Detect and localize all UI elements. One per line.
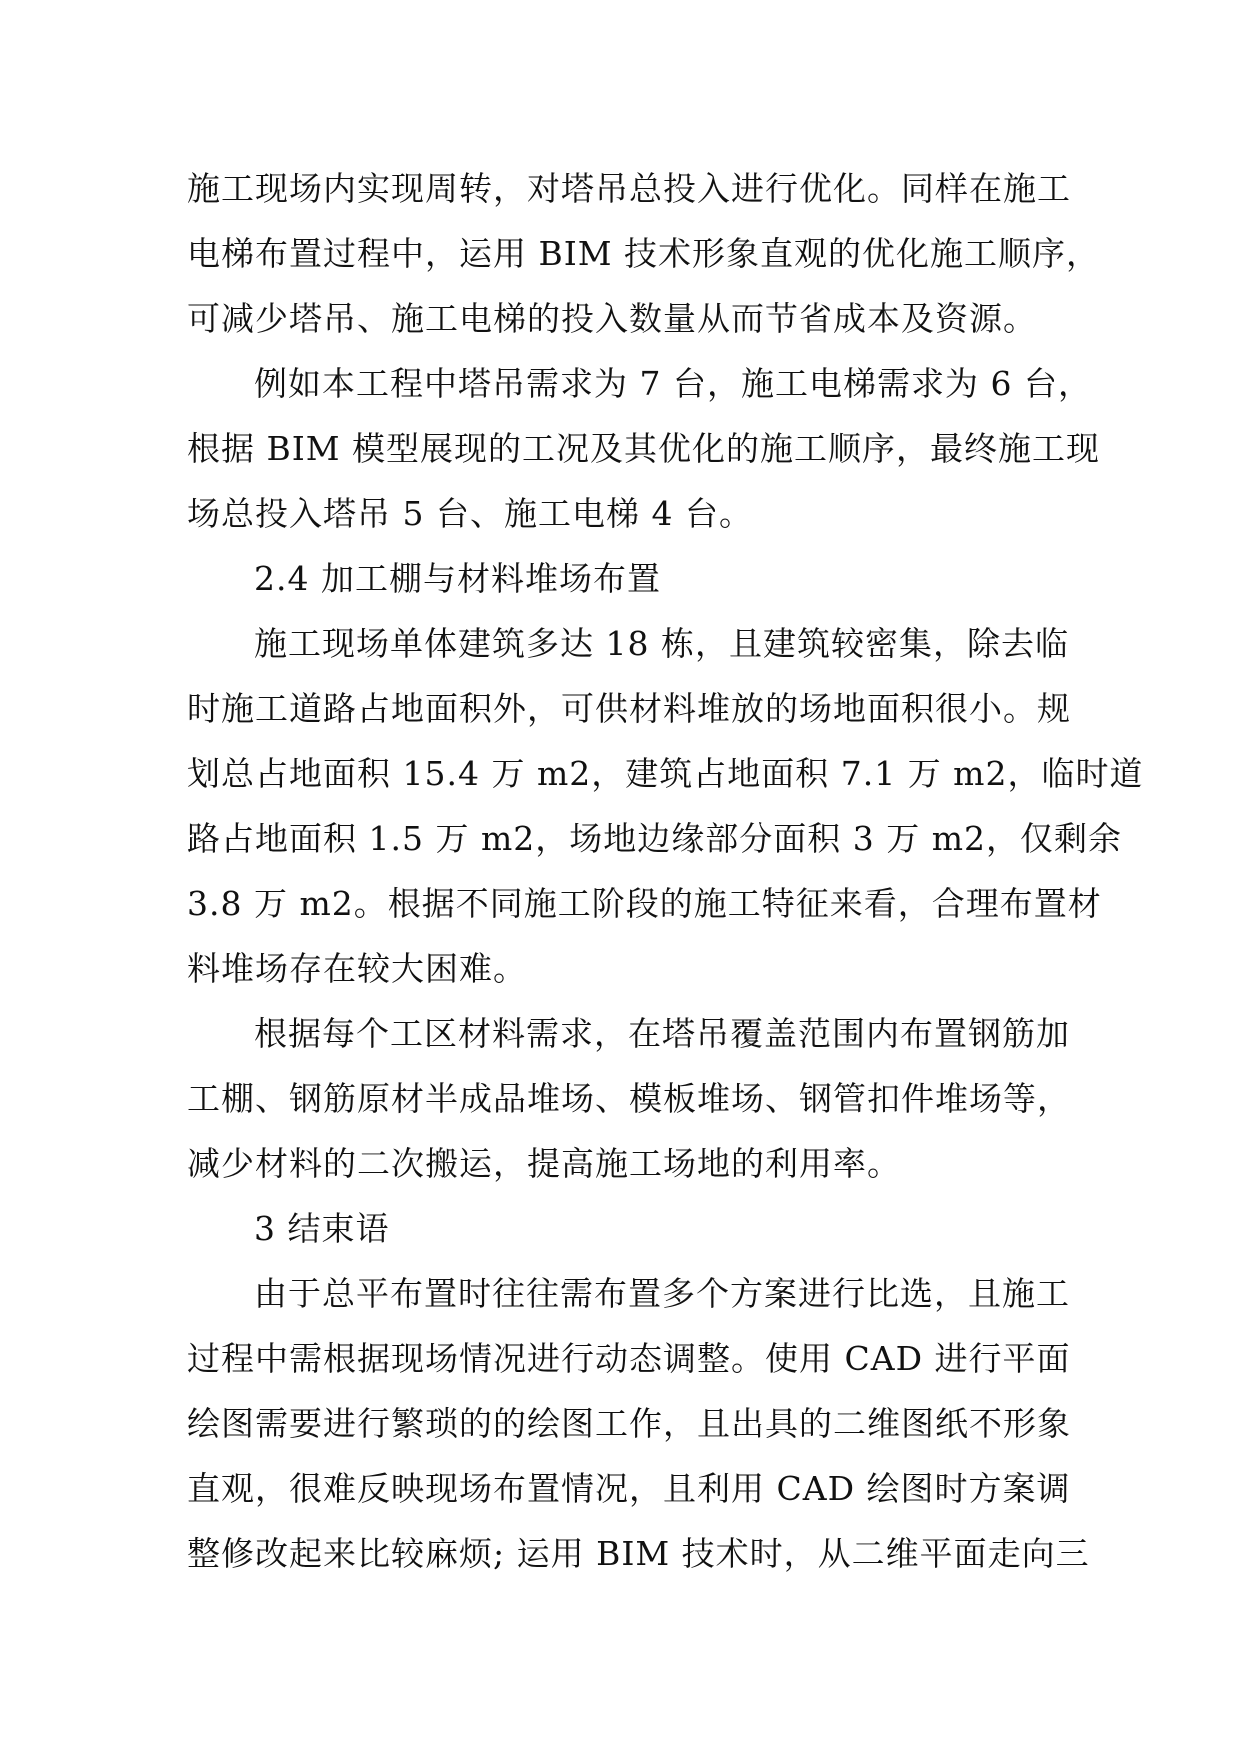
section-heading-2-4: 2.4 加工棚与材料堆场布置 — [254, 559, 661, 598]
text-line: 划总占地面积 15.4 万 m2，建筑占地面积 7.1 万 m2，临时道 — [187, 754, 1144, 793]
text-line: 可减少塔吊、施工电梯的投入数量从而节省成本及资源。 — [187, 299, 1037, 338]
text-line: 电梯布置过程中，运用 BIM 技术形象直观的优化施工顺序， — [187, 234, 1101, 273]
text-line: 场总投入塔吊 5 台、施工电梯 4 台。 — [187, 494, 753, 533]
text-line: 施工现场内实现周转，对塔吊总投入进行优化。同样在施工 — [187, 169, 1071, 208]
paragraph-first-line: 例如本工程中塔吊需求为 7 台，施工电梯需求为 6 台， — [254, 364, 1092, 403]
text-line: 整修改起来比较麻烦; 运用 BIM 技术时，从二维平面走向三 — [187, 1534, 1090, 1573]
body-text — [187, 156, 1144, 1586]
text-line: 工棚、钢筋原材半成品堆场、模板堆场、钢管扣件堆场等， — [187, 1079, 1071, 1118]
section-heading-3: 3 结束语 — [254, 1209, 390, 1248]
paragraph-first-line: 由于总平布置时往往需布置多个方案进行比选，且施工 — [254, 1274, 1070, 1313]
text-line: 料堆场存在较大困难。 — [187, 949, 527, 988]
text-line: 3.8 万 m2。根据不同施工阶段的施工特征来看，合理布置材 — [187, 884, 1102, 923]
text-line: 过程中需根据现场情况进行动态调整。使用 CAD 进行平面 — [187, 1339, 1071, 1378]
text-line: 时施工道路占地面积外，可供材料堆放的场地面积很小。规 — [187, 689, 1071, 728]
paragraph-first-line: 根据每个工区材料需求，在塔吊覆盖范围内布置钢筋加 — [254, 1014, 1070, 1053]
text-line: 减少材料的二次搬运，提高施工场地的利用率。 — [187, 1144, 901, 1183]
paragraph-first-line: 施工现场单体建筑多达 18 栋，且建筑较密集，除去临 — [254, 624, 1069, 663]
text-line: 直观，很难反映现场布置情况，且利用 CAD 绘图时方案调 — [187, 1469, 1071, 1508]
text-line: 根据 BIM 模型展现的工况及其优化的施工顺序，最终施工现 — [187, 429, 1101, 468]
text-line: 路占地面积 1.5 万 m2，场地边缘部分面积 3 万 m2，仅剩余 — [187, 819, 1122, 858]
text-line: 绘图需要进行繁琐的的绘图工作，且出具的二维图纸不形象 — [187, 1404, 1071, 1443]
